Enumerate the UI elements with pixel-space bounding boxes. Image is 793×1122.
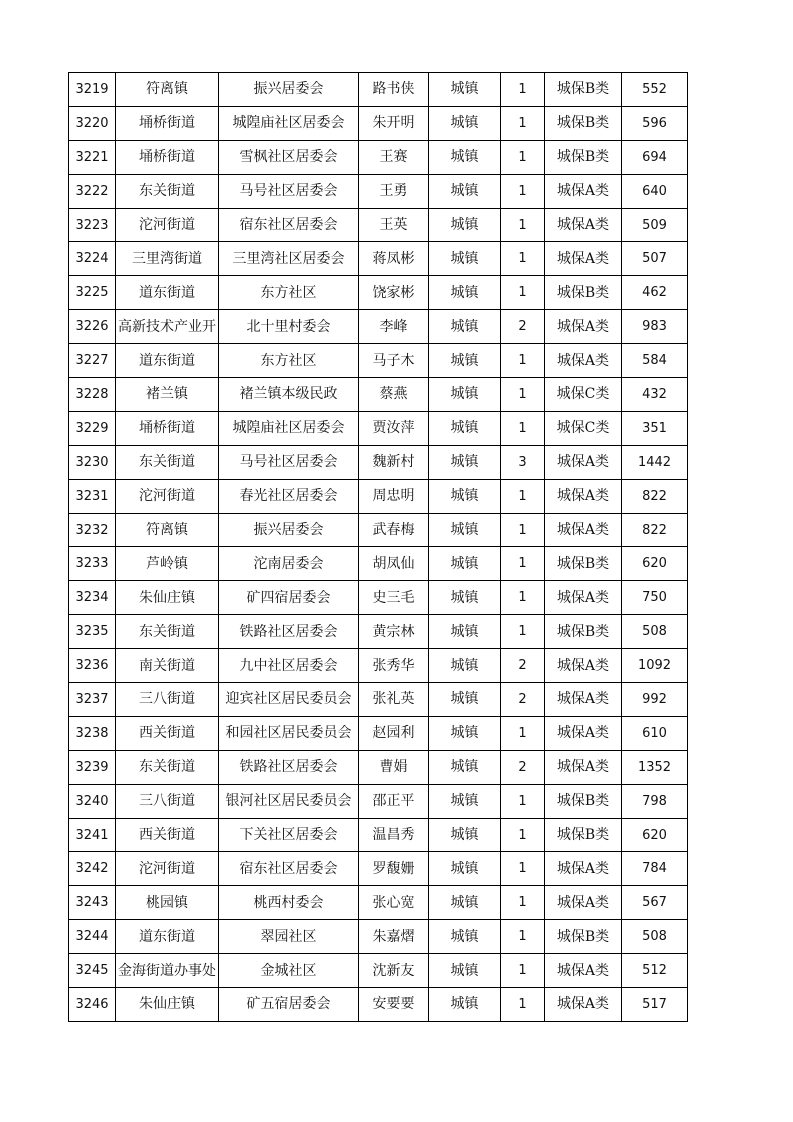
cell-person-name: 邵正平 [359,784,429,818]
cell-category: 城保C类 [545,378,622,412]
cell-category: 城保B类 [545,106,622,140]
cell-serial-number: 3224 [69,242,116,276]
cell-area-type: 城镇 [429,988,501,1022]
cell-amount: 784 [622,852,688,886]
cell-town-street: 西关街道 [116,818,219,852]
cell-serial-number: 3226 [69,310,116,344]
cell-amount: 1442 [622,445,688,479]
table-row [69,174,688,208]
cell-serial-number: 3242 [69,852,116,886]
cell-amount: 584 [622,344,688,378]
cell-household-size: 1 [501,276,545,310]
cell-area-type: 城镇 [429,310,501,344]
cell-amount: 822 [622,513,688,547]
table-row [69,208,688,242]
cell-category: 城保B类 [545,920,622,954]
cell-household-size: 1 [501,886,545,920]
cell-area-type: 城镇 [429,378,501,412]
cell-person-name: 张礼英 [359,683,429,717]
cell-town-street: 芦岭镇 [116,547,219,581]
cell-household-size: 1 [501,920,545,954]
table-row [69,649,688,683]
cell-person-name: 王赛 [359,140,429,174]
cell-amount: 567 [622,886,688,920]
cell-category: 城保B类 [545,276,622,310]
cell-community: 春光社区居委会 [219,479,359,513]
cell-household-size: 2 [501,683,545,717]
cell-serial-number: 3220 [69,106,116,140]
cell-category: 城保C类 [545,411,622,445]
cell-person-name: 朱开明 [359,106,429,140]
cell-serial-number: 3232 [69,513,116,547]
table-row [69,242,688,276]
cell-category: 城保A类 [545,513,622,547]
cell-area-type: 城镇 [429,954,501,988]
table-row [69,411,688,445]
cell-town-street: 道东街道 [116,920,219,954]
cell-category: 城保A类 [545,683,622,717]
cell-town-street: 朱仙庄镇 [116,988,219,1022]
cell-area-type: 城镇 [429,852,501,886]
cell-person-name: 蒋凤彬 [359,242,429,276]
table-row [69,140,688,174]
cell-category: 城保A类 [545,954,622,988]
cell-person-name: 王英 [359,208,429,242]
table-row [69,818,688,852]
cell-town-street: 三八街道 [116,683,219,717]
cell-area-type: 城镇 [429,106,501,140]
cell-amount: 1092 [622,649,688,683]
cell-person-name: 黄宗林 [359,615,429,649]
cell-area-type: 城镇 [429,411,501,445]
cell-household-size: 1 [501,988,545,1022]
table-body [69,73,688,1022]
table-row [69,106,688,140]
cell-town-street: 西关街道 [116,716,219,750]
cell-household-size: 1 [501,378,545,412]
cell-category: 城保A类 [545,310,622,344]
cell-community: 铁路社区居委会 [219,750,359,784]
cell-town-street: 东关街道 [116,615,219,649]
cell-community: 东方社区 [219,344,359,378]
cell-serial-number: 3238 [69,716,116,750]
cell-area-type: 城镇 [429,73,501,107]
cell-person-name: 罗馥姗 [359,852,429,886]
cell-amount: 822 [622,479,688,513]
cell-community: 宿东社区居委会 [219,852,359,886]
table-row [69,310,688,344]
cell-town-street: 道东街道 [116,344,219,378]
cell-community: 马号社区居委会 [219,445,359,479]
cell-amount: 507 [622,242,688,276]
cell-category: 城保A类 [545,750,622,784]
cell-area-type: 城镇 [429,547,501,581]
table-row [69,683,688,717]
cell-serial-number: 3245 [69,954,116,988]
cell-household-size: 1 [501,344,545,378]
cell-serial-number: 3246 [69,988,116,1022]
cell-serial-number: 3239 [69,750,116,784]
table-row [69,750,688,784]
cell-person-name: 沈新友 [359,954,429,988]
cell-area-type: 城镇 [429,886,501,920]
cell-serial-number: 3233 [69,547,116,581]
cell-town-street: 东关街道 [116,750,219,784]
cell-community: 宿东社区居委会 [219,208,359,242]
table-row [69,276,688,310]
cell-serial-number: 3241 [69,818,116,852]
cell-community: 东方社区 [219,276,359,310]
cell-amount: 992 [622,683,688,717]
cell-area-type: 城镇 [429,479,501,513]
cell-household-size: 1 [501,411,545,445]
cell-amount: 694 [622,140,688,174]
cell-amount: 1352 [622,750,688,784]
cell-amount: 596 [622,106,688,140]
cell-community: 银河社区居民委员会 [219,784,359,818]
cell-serial-number: 3234 [69,581,116,615]
cell-amount: 610 [622,716,688,750]
cell-category: 城保B类 [545,784,622,818]
table-row [69,852,688,886]
cell-amount: 509 [622,208,688,242]
cell-person-name: 安要要 [359,988,429,1022]
cell-town-street: 三里湾街道 [116,242,219,276]
cell-household-size: 1 [501,784,545,818]
cell-category: 城保B类 [545,73,622,107]
cell-category: 城保A类 [545,174,622,208]
cell-area-type: 城镇 [429,140,501,174]
cell-area-type: 城镇 [429,716,501,750]
cell-area-type: 城镇 [429,445,501,479]
cell-community: 迎宾社区居民委员会 [219,683,359,717]
cell-person-name: 路书侠 [359,73,429,107]
cell-town-street: 金海街道办事处 [116,954,219,988]
cell-town-street: 道东街道 [116,276,219,310]
cell-amount: 798 [622,784,688,818]
cell-category: 城保A类 [545,242,622,276]
cell-person-name: 朱嘉熠 [359,920,429,954]
cell-category: 城保B类 [545,140,622,174]
table-row [69,716,688,750]
cell-serial-number: 3231 [69,479,116,513]
table-row [69,920,688,954]
cell-town-street: 沱河街道 [116,208,219,242]
cell-town-street: 南关街道 [116,649,219,683]
cell-community: 城隍庙社区居委会 [219,411,359,445]
cell-amount: 512 [622,954,688,988]
cell-household-size: 1 [501,73,545,107]
cell-household-size: 1 [501,581,545,615]
cell-category: 城保A类 [545,852,622,886]
cell-area-type: 城镇 [429,818,501,852]
cell-household-size: 1 [501,242,545,276]
table-row [69,581,688,615]
cell-household-size: 1 [501,818,545,852]
cell-town-street: 埇桥街道 [116,140,219,174]
cell-amount: 517 [622,988,688,1022]
cell-town-street: 桃园镇 [116,886,219,920]
relief-roster-table [68,72,688,1022]
cell-household-size: 2 [501,310,545,344]
cell-town-street: 符离镇 [116,73,219,107]
cell-person-name: 王勇 [359,174,429,208]
cell-community: 桃西村委会 [219,886,359,920]
cell-amount: 552 [622,73,688,107]
table-row [69,73,688,107]
table-row [69,954,688,988]
cell-person-name: 赵园利 [359,716,429,750]
cell-community: 雪枫社区居委会 [219,140,359,174]
cell-town-street: 褚兰镇 [116,378,219,412]
table-row [69,886,688,920]
cell-person-name: 曹娟 [359,750,429,784]
cell-person-name: 魏新村 [359,445,429,479]
cell-area-type: 城镇 [429,513,501,547]
cell-amount: 462 [622,276,688,310]
cell-amount: 432 [622,378,688,412]
cell-serial-number: 3223 [69,208,116,242]
cell-person-name: 温昌秀 [359,818,429,852]
cell-person-name: 蔡燕 [359,378,429,412]
cell-household-size: 1 [501,513,545,547]
cell-category: 城保A类 [545,988,622,1022]
cell-serial-number: 3229 [69,411,116,445]
cell-community: 翠园社区 [219,920,359,954]
cell-category: 城保A类 [545,716,622,750]
cell-area-type: 城镇 [429,581,501,615]
cell-town-street: 埇桥街道 [116,106,219,140]
table-row [69,479,688,513]
cell-category: 城保B类 [545,547,622,581]
cell-community: 马号社区居委会 [219,174,359,208]
cell-town-street: 朱仙庄镇 [116,581,219,615]
cell-amount: 750 [622,581,688,615]
cell-serial-number: 3228 [69,378,116,412]
table-row [69,445,688,479]
cell-person-name: 马子木 [359,344,429,378]
cell-amount: 620 [622,818,688,852]
cell-community: 三里湾社区居委会 [219,242,359,276]
cell-area-type: 城镇 [429,750,501,784]
table-row [69,344,688,378]
cell-serial-number: 3219 [69,73,116,107]
cell-town-street: 三八街道 [116,784,219,818]
cell-category: 城保A类 [545,344,622,378]
cell-household-size: 2 [501,750,545,784]
cell-community: 振兴居委会 [219,73,359,107]
cell-household-size: 1 [501,852,545,886]
cell-person-name: 李峰 [359,310,429,344]
cell-serial-number: 3221 [69,140,116,174]
cell-person-name: 胡凤仙 [359,547,429,581]
cell-person-name: 武春梅 [359,513,429,547]
cell-town-street: 东关街道 [116,174,219,208]
cell-town-street: 高新技术产业开 [116,310,219,344]
cell-category: 城保A类 [545,886,622,920]
cell-serial-number: 3240 [69,784,116,818]
cell-amount: 508 [622,615,688,649]
cell-community: 和园社区居民委员会 [219,716,359,750]
cell-category: 城保A类 [545,479,622,513]
cell-area-type: 城镇 [429,208,501,242]
cell-serial-number: 3230 [69,445,116,479]
cell-category: 城保A类 [545,649,622,683]
cell-serial-number: 3236 [69,649,116,683]
cell-household-size: 1 [501,140,545,174]
cell-person-name: 张心宽 [359,886,429,920]
cell-community: 北十里村委会 [219,310,359,344]
cell-serial-number: 3244 [69,920,116,954]
cell-community: 沱南居委会 [219,547,359,581]
cell-household-size: 2 [501,649,545,683]
cell-area-type: 城镇 [429,276,501,310]
cell-area-type: 城镇 [429,615,501,649]
cell-serial-number: 3243 [69,886,116,920]
cell-community: 下关社区居委会 [219,818,359,852]
cell-community: 褚兰镇本级民政 [219,378,359,412]
cell-person-name: 史三毛 [359,581,429,615]
cell-amount: 640 [622,174,688,208]
cell-town-street: 沱河街道 [116,852,219,886]
cell-household-size: 1 [501,547,545,581]
cell-community: 金城社区 [219,954,359,988]
cell-amount: 351 [622,411,688,445]
cell-community: 铁路社区居委会 [219,615,359,649]
cell-area-type: 城镇 [429,683,501,717]
table-row [69,378,688,412]
table-row [69,784,688,818]
cell-person-name: 周忠明 [359,479,429,513]
cell-area-type: 城镇 [429,920,501,954]
cell-household-size: 1 [501,106,545,140]
cell-community: 矿四宿居委会 [219,581,359,615]
cell-person-name: 饶家彬 [359,276,429,310]
table-row [69,988,688,1022]
cell-town-street: 东关街道 [116,445,219,479]
cell-amount: 983 [622,310,688,344]
cell-community: 九中社区居委会 [219,649,359,683]
table-row [69,513,688,547]
cell-serial-number: 3227 [69,344,116,378]
cell-household-size: 3 [501,445,545,479]
cell-area-type: 城镇 [429,649,501,683]
table-row [69,615,688,649]
cell-category: 城保A类 [545,208,622,242]
cell-town-street: 埇桥街道 [116,411,219,445]
cell-person-name: 张秀华 [359,649,429,683]
cell-area-type: 城镇 [429,784,501,818]
cell-serial-number: 3235 [69,615,116,649]
cell-community: 振兴居委会 [219,513,359,547]
cell-category: 城保A类 [545,445,622,479]
cell-household-size: 1 [501,716,545,750]
cell-household-size: 1 [501,479,545,513]
cell-town-street: 沱河街道 [116,479,219,513]
cell-community: 矿五宿居委会 [219,988,359,1022]
cell-area-type: 城镇 [429,242,501,276]
cell-serial-number: 3225 [69,276,116,310]
cell-community: 城隍庙社区居委会 [219,106,359,140]
cell-household-size: 1 [501,208,545,242]
cell-amount: 620 [622,547,688,581]
cell-area-type: 城镇 [429,174,501,208]
cell-serial-number: 3237 [69,683,116,717]
cell-amount: 508 [622,920,688,954]
cell-household-size: 1 [501,615,545,649]
cell-town-street: 符离镇 [116,513,219,547]
cell-category: 城保B类 [545,615,622,649]
cell-area-type: 城镇 [429,344,501,378]
cell-category: 城保B类 [545,818,622,852]
table-row [69,547,688,581]
cell-household-size: 1 [501,174,545,208]
cell-serial-number: 3222 [69,174,116,208]
cell-household-size: 1 [501,954,545,988]
cell-category: 城保A类 [545,581,622,615]
cell-person-name: 贾汝萍 [359,411,429,445]
